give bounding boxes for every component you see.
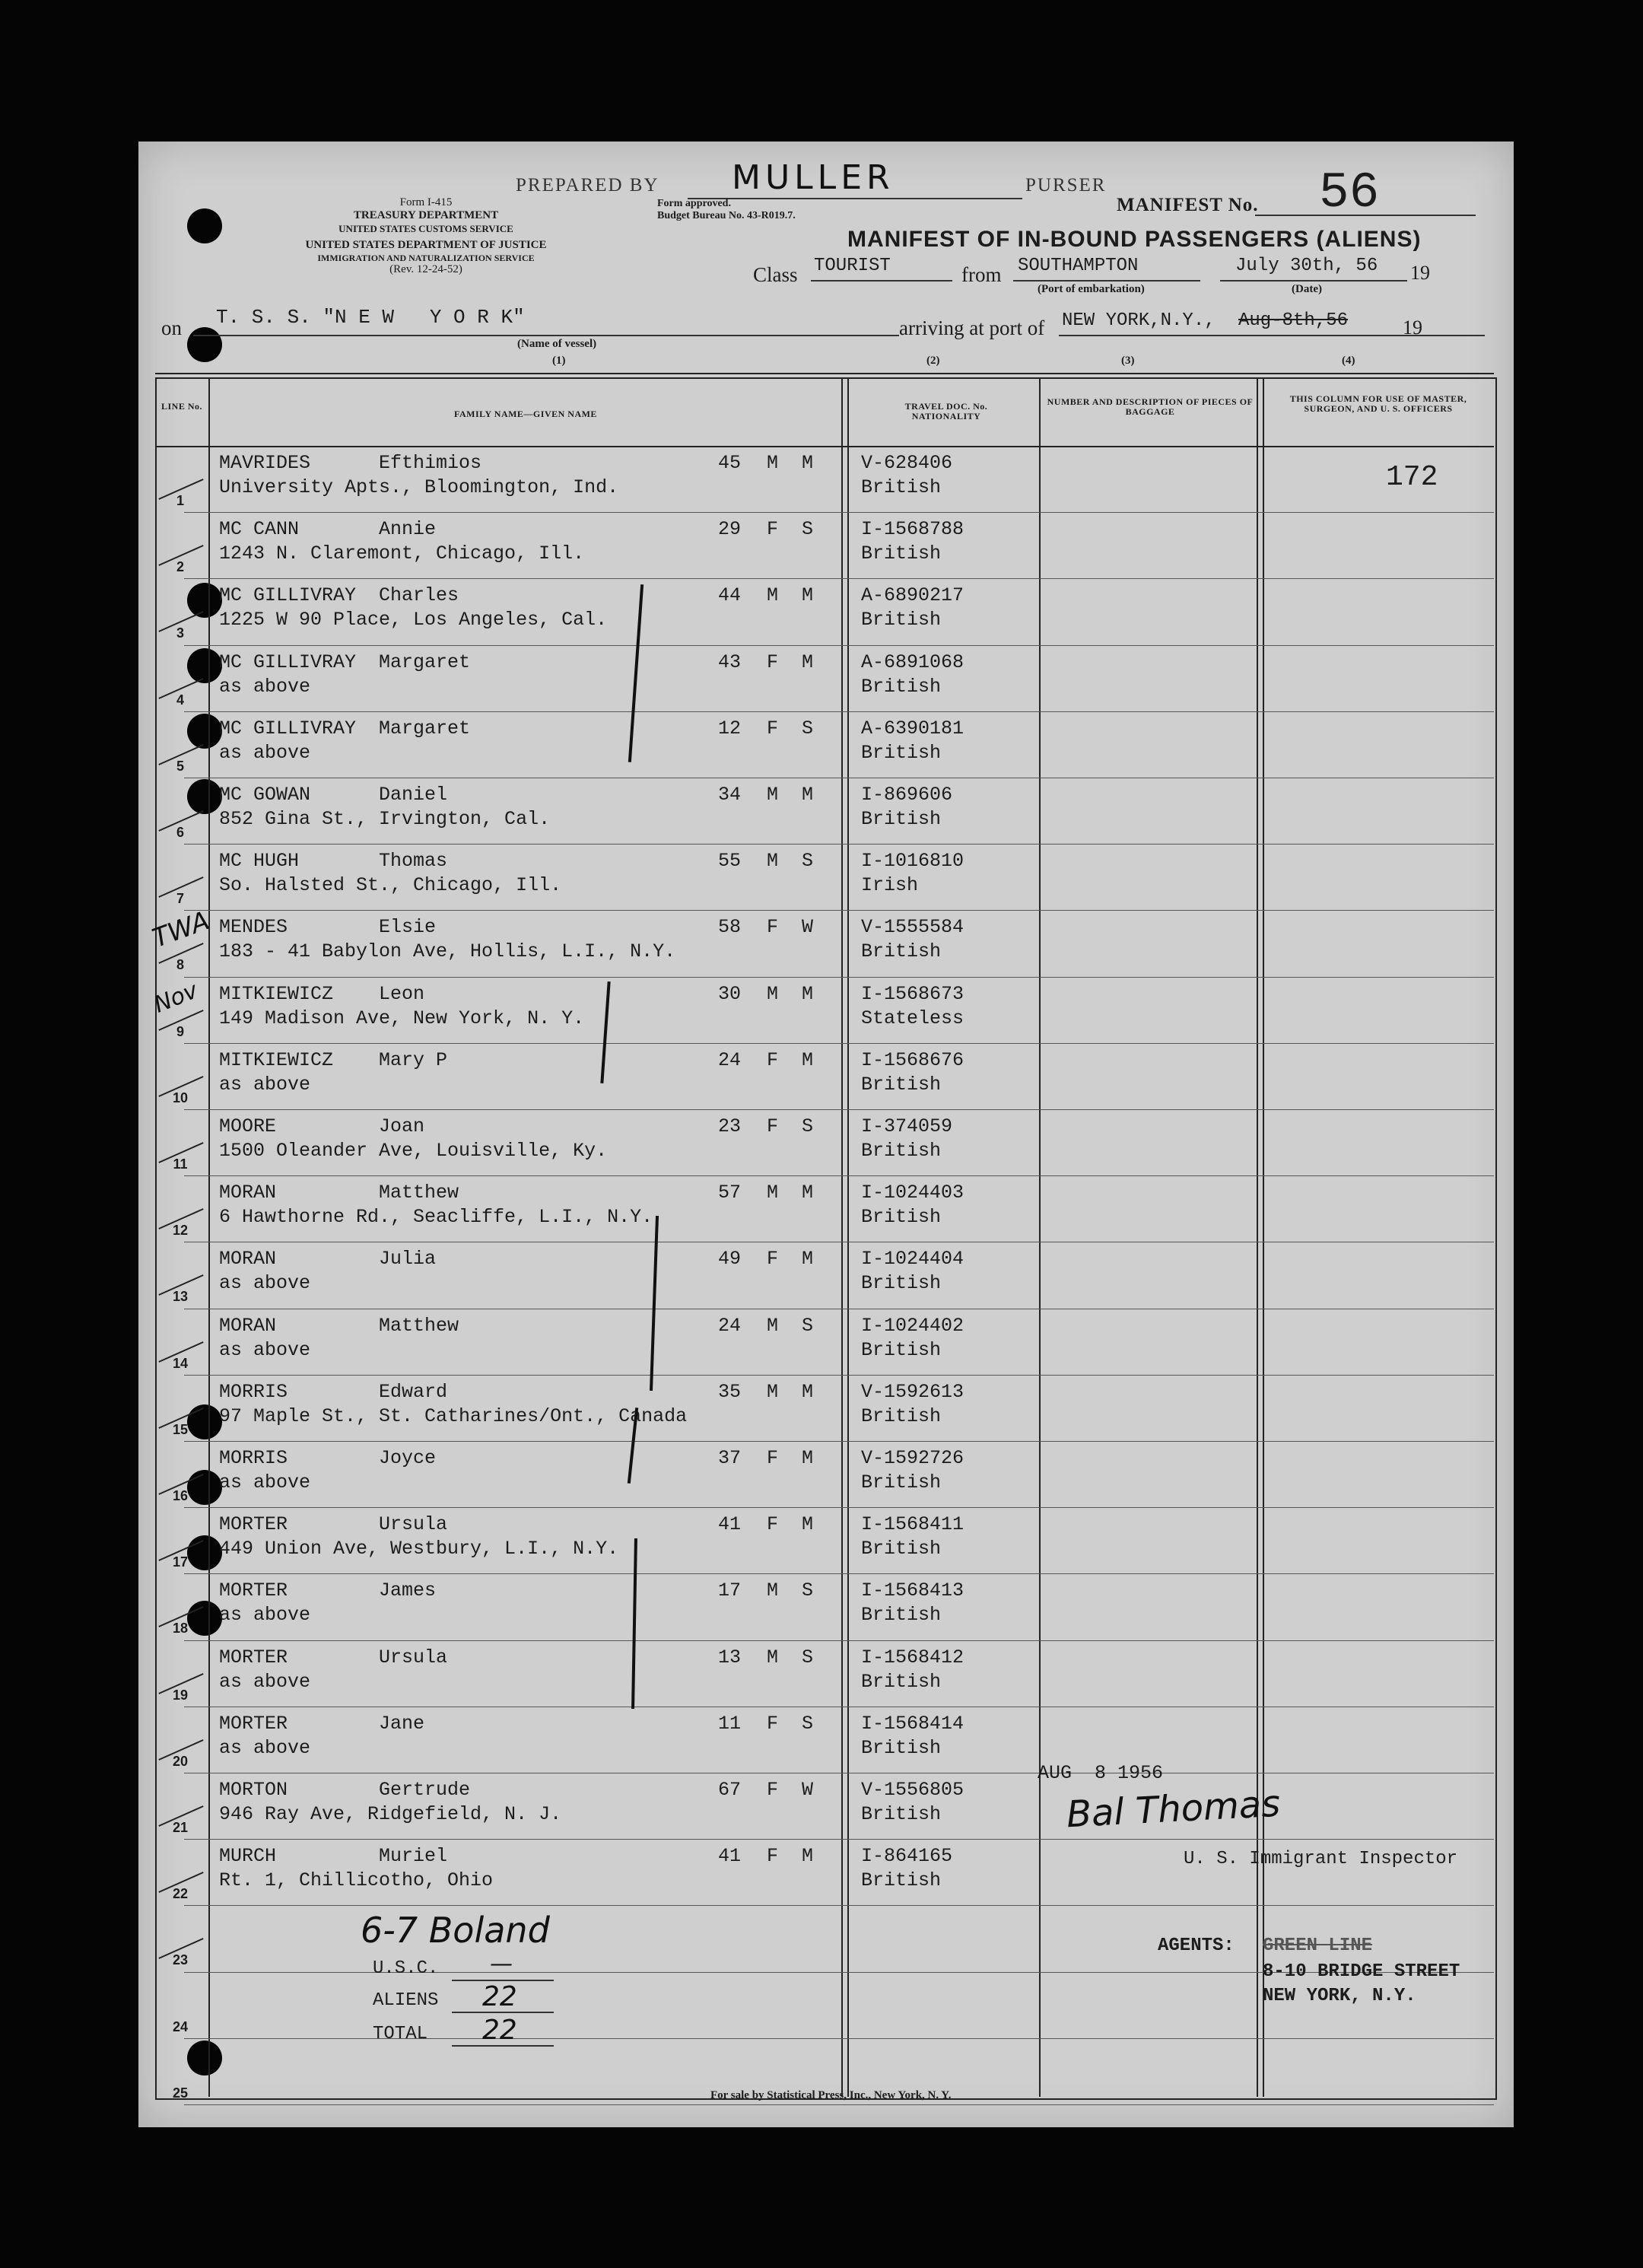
passenger-marital-status: W [802, 1779, 814, 1801]
passenger-address: as above [219, 1670, 311, 1693]
row-rule [184, 2104, 1494, 2105]
travel-doc-number: I-869606 [861, 784, 953, 806]
passenger-given-name: Elsie [379, 916, 437, 939]
passenger-sex: M [767, 584, 779, 607]
line-number: 19 [172, 1687, 189, 1703]
departure-date: July 30th, 56 [1235, 256, 1378, 276]
passenger-age: 12 [718, 717, 742, 740]
passenger-sex: M [767, 1182, 779, 1204]
margin-note-nov: Nov [150, 977, 202, 1019]
from-label: from [961, 263, 1002, 286]
line-number: 7 [176, 891, 184, 907]
purser-label: PURSER [1025, 175, 1107, 196]
manifest-sheet [138, 142, 1514, 2127]
passenger-given-name: Julia [379, 1248, 437, 1271]
travel-doc-number: I-1568414 [861, 1712, 965, 1735]
col-header-officers: THIS COLUMN FOR USE OF MASTER, SURGEON, AND U. S. OFFICERS [1289, 393, 1467, 414]
passenger-address: as above [219, 1272, 311, 1295]
passenger-given-name: Charles [379, 584, 459, 607]
line-number: 5 [176, 758, 184, 774]
line-number: 17 [172, 1554, 189, 1570]
prepared-by-label: PREPARED BY [516, 175, 659, 196]
passenger-family-name: MC CANN [219, 518, 300, 541]
row-rule [184, 977, 1494, 978]
passenger-family-name: MORTER [219, 1513, 288, 1536]
passenger-address: 97 Maple St., St. Catharines/Ont., Canada [219, 1404, 688, 1427]
ins-service: IMMIGRATION AND NATURALIZATION SERVICE [317, 253, 535, 263]
passenger-marital-status: M [802, 1845, 814, 1868]
passenger-table [155, 377, 1497, 2100]
class-line [811, 280, 952, 282]
travel-doc-number: V-628406 [861, 452, 953, 474]
passenger-sex: M [767, 982, 779, 1005]
passenger-nationality: British [861, 1604, 942, 1627]
inspector-title: U. S. Immigrant Inspector [1184, 1849, 1458, 1869]
passenger-address: as above [219, 741, 311, 764]
passenger-address: 946 Ray Ave, Ridgefield, N. J. [219, 1803, 562, 1825]
passenger-age: 13 [718, 1646, 742, 1668]
passenger-marital-status: M [802, 1048, 814, 1071]
passenger-family-name: MC GOWAN [219, 784, 311, 806]
arrival-date: Aug-8th,56 [1238, 310, 1349, 331]
passenger-marital-status: M [802, 982, 814, 1005]
line-number: 18 [172, 1621, 189, 1637]
line-number: 23 [172, 1952, 189, 1968]
arrival-port: NEW YORK,N.Y., [1062, 310, 1216, 331]
passenger-address: 852 Gina St., Irvington, Cal. [219, 808, 551, 830]
from-line [1013, 280, 1200, 282]
usc-value: — [490, 1951, 513, 1977]
passenger-sex: F [767, 1712, 779, 1735]
passenger-address: as above [219, 1604, 311, 1627]
passenger-age: 57 [718, 1182, 742, 1204]
passenger-marital-status: M [802, 452, 814, 474]
passenger-age: 24 [718, 1314, 742, 1337]
passenger-address: 1243 N. Claremont, Chicago, Ill. [219, 542, 585, 565]
passenger-family-name: MORTER [219, 1646, 288, 1668]
passenger-family-name: MORAN [219, 1248, 277, 1271]
passenger-marital-status: M [802, 1380, 814, 1403]
row-rule [184, 512, 1494, 513]
passenger-nationality: British [861, 542, 942, 565]
passenger-family-name: MORTER [219, 1712, 288, 1735]
travel-doc-number: V-1592613 [861, 1380, 965, 1403]
date-caption: (Date) [1292, 283, 1322, 295]
passenger-age: 11 [718, 1712, 742, 1735]
line-number: 9 [176, 1023, 184, 1039]
passenger-address: 449 Union Ave, Westbury, L.I., N.Y. [219, 1538, 619, 1560]
travel-doc-number: I-1568676 [861, 1048, 965, 1071]
passenger-age: 49 [718, 1248, 742, 1271]
travel-doc-number: I-1568412 [861, 1646, 965, 1668]
passenger-age: 29 [718, 518, 742, 541]
passenger-marital-status: S [802, 1712, 814, 1735]
passenger-sex: M [767, 850, 779, 873]
line-number: 12 [172, 1223, 189, 1239]
passenger-nationality: British [861, 675, 942, 698]
summary-handwritten-note: 6-7 Boland [361, 1910, 550, 1951]
passenger-family-name: MC GILLIVRAY [219, 584, 357, 607]
passenger-age: 34 [718, 784, 742, 806]
manifest-form [148, 142, 1494, 2127]
row-rule [184, 1839, 1494, 1840]
passenger-sex: M [767, 452, 779, 474]
inspector-signature: Bal Thomas [1065, 1782, 1282, 1837]
passenger-nationality: British [861, 1803, 942, 1825]
travel-doc-number: A-6891068 [861, 650, 965, 673]
passenger-address: as above [219, 1736, 311, 1759]
travel-doc-number: I-864165 [861, 1845, 953, 1868]
printer-footer: For sale by Statistical Press, Inc., New York, N. Y. [710, 2089, 952, 2101]
class-value: TOURIST [814, 256, 891, 276]
col-header-name: FAMILY NAME—GIVEN NAME [454, 409, 597, 419]
passenger-nationality: British [861, 1869, 942, 1892]
passenger-marital-status: W [802, 916, 814, 939]
passenger-family-name: MORRIS [219, 1380, 288, 1403]
passenger-address: as above [219, 1338, 311, 1361]
inspection-stamp-date: AUG 8 1956 [1038, 1762, 1164, 1784]
total-value: 22 [482, 2015, 517, 2046]
passenger-sex: F [767, 1048, 779, 1071]
date-line [1220, 280, 1407, 282]
line-number: 6 [176, 825, 184, 840]
aliens-value: 22 [482, 1981, 517, 2012]
passenger-given-name: Jane [379, 1712, 425, 1735]
line-number: 24 [172, 2018, 189, 2034]
passenger-marital-status: S [802, 1579, 814, 1602]
passenger-sex: F [767, 1248, 779, 1271]
passenger-nationality: Stateless [861, 1007, 965, 1029]
travel-doc-number: I-1568411 [861, 1513, 965, 1536]
arrival-year-prefix: 19 [1403, 317, 1422, 339]
passenger-family-name: MAVRIDES [219, 452, 311, 474]
travel-doc-number: V-1592726 [861, 1447, 965, 1469]
passenger-marital-status: S [802, 518, 814, 541]
passenger-age: 67 [718, 1779, 742, 1801]
passenger-given-name: Thomas [379, 850, 448, 873]
passenger-nationality: British [861, 808, 942, 830]
passenger-marital-status: M [802, 1248, 814, 1271]
passenger-family-name: MC GILLIVRAY [219, 650, 357, 673]
passenger-address: as above [219, 1471, 311, 1493]
travel-doc-number: I-1024402 [861, 1314, 965, 1337]
travel-doc-number: V-1556805 [861, 1779, 965, 1801]
margin-note-twa: TWA [148, 905, 214, 954]
budget-bureau: Budget Bureau No. 43-R019.7. [657, 210, 796, 221]
passenger-sex: F [767, 1779, 779, 1801]
passenger-sex: F [767, 717, 779, 740]
row-rule [184, 1573, 1494, 1574]
travel-doc-number: I-1568788 [861, 518, 965, 541]
passenger-family-name: MORTON [219, 1779, 288, 1801]
passenger-given-name: Matthew [379, 1314, 459, 1337]
passenger-nationality: British [861, 1538, 942, 1560]
passenger-family-name: MC HUGH [219, 850, 300, 873]
form-approved: Form approved. [657, 198, 731, 209]
row-rule [184, 1507, 1494, 1508]
row-rule [184, 1175, 1494, 1176]
passenger-given-name: James [379, 1579, 437, 1602]
passenger-marital-status: S [802, 1646, 814, 1668]
travel-doc-number: I-1568413 [861, 1579, 965, 1602]
usc-label: U.S.C. [373, 1958, 439, 1979]
passenger-given-name: Joyce [379, 1447, 437, 1469]
form-number: Form I-415 [399, 196, 453, 208]
line-number: 4 [176, 692, 184, 708]
agents-name: GREEN LINE [1263, 1936, 1373, 1956]
passenger-given-name: Edward [379, 1380, 448, 1403]
passenger-address: 149 Madison Ave, New York, N. Y. [219, 1007, 585, 1029]
agents-street: 8-10 BRIDGE STREET [1263, 1961, 1460, 1982]
passenger-sex: M [767, 1380, 779, 1403]
row-rule [184, 1905, 1494, 1906]
passenger-given-name: Daniel [379, 784, 448, 806]
passenger-age: 45 [718, 452, 742, 474]
passenger-age: 58 [718, 916, 742, 939]
passenger-nationality: British [861, 1338, 942, 1361]
class-label: Class [753, 263, 798, 286]
passenger-given-name: Joan [379, 1115, 425, 1137]
arriving-label: arriving at port of [899, 317, 1045, 339]
customs-service: UNITED STATES CUSTOMS SERVICE [338, 223, 513, 234]
justice-dept: UNITED STATES DEPARTMENT OF JUSTICE [305, 239, 547, 251]
row-rule [184, 711, 1494, 712]
passenger-family-name: MURCH [219, 1845, 277, 1868]
passenger-marital-status: M [802, 1513, 814, 1536]
line-number: 13 [172, 1289, 189, 1305]
passenger-age: 17 [718, 1579, 742, 1602]
col-header-doc: TRAVEL DOC. No. NATIONALITY [904, 401, 988, 421]
passenger-marital-status: M [802, 1447, 814, 1469]
line-number: 22 [172, 1886, 189, 1902]
passenger-sex: F [767, 1513, 779, 1536]
row-rule [184, 910, 1494, 911]
travel-doc-number: I-1024403 [861, 1182, 965, 1204]
port-embark-caption: (Port of embarkation) [1038, 283, 1145, 295]
header-rule [155, 446, 1494, 447]
vessel-line [193, 335, 899, 336]
passenger-age: 30 [718, 982, 742, 1005]
row-rule [184, 1109, 1494, 1110]
travel-doc-number: I-374059 [861, 1115, 953, 1137]
passenger-age: 43 [718, 650, 742, 673]
line-number: 14 [172, 1355, 189, 1371]
passenger-family-name: MORAN [219, 1314, 277, 1337]
line-number: 16 [172, 1488, 189, 1503]
prepared-by-line [688, 198, 1022, 199]
row-rule [184, 578, 1494, 579]
line-number: 21 [172, 1820, 189, 1835]
passenger-sex: F [767, 650, 779, 673]
passenger-nationality: British [861, 476, 942, 498]
row-rule [184, 1640, 1494, 1641]
passenger-nationality: British [861, 1670, 942, 1693]
passenger-given-name: Efthimios [379, 452, 482, 474]
n4-caption: (4) [1342, 355, 1355, 367]
from-value: SOUTHAMPTON [1018, 256, 1139, 276]
passenger-age: 55 [718, 850, 742, 873]
line-number: 1 [176, 493, 184, 508]
line-number: 10 [172, 1089, 189, 1105]
line-number: 15 [172, 1421, 189, 1437]
passenger-nationality: British [861, 1404, 942, 1427]
passenger-address: 1500 Oleander Ave, Louisville, Ky. [219, 1140, 608, 1162]
travel-doc-number: I-1016810 [861, 850, 965, 873]
passenger-marital-status: M [802, 584, 814, 607]
agents-label: AGENTS: [1158, 1936, 1235, 1956]
passenger-marital-status: M [802, 1182, 814, 1204]
departure-year-prefix: 19 [1410, 262, 1430, 284]
passenger-marital-status: M [802, 784, 814, 806]
line-number: 3 [176, 625, 184, 641]
n3-caption: (3) [1121, 355, 1135, 367]
passenger-given-name: Muriel [379, 1845, 448, 1868]
passenger-given-name: Gertrude [379, 1779, 471, 1801]
passenger-sex: M [767, 784, 779, 806]
row-rule [184, 844, 1494, 845]
passenger-marital-status: S [802, 717, 814, 740]
passenger-given-name: Annie [379, 518, 437, 541]
manifest-title: MANIFEST OF IN-BOUND PASSENGERS (ALIENS) [847, 227, 1422, 252]
on-label: on [161, 317, 182, 339]
passenger-family-name: MORAN [219, 1182, 277, 1204]
passenger-given-name: Margaret [379, 650, 471, 673]
n1-caption: (1) [552, 355, 566, 367]
total-label: TOTAL [373, 2024, 428, 2044]
passenger-address: So. Halsted St., Chicago, Ill. [219, 874, 562, 897]
passenger-family-name: MC GILLIVRAY [219, 717, 357, 740]
passenger-family-name: MOORE [219, 1115, 277, 1137]
line-number: 25 [172, 2085, 189, 2101]
passenger-address: Rt. 1, Chillicotho, Ohio [219, 1869, 494, 1892]
treasury-dept: TREASURY DEPARTMENT [353, 209, 499, 221]
manifest-number: 56 [1319, 164, 1380, 221]
passenger-age: 24 [718, 1048, 742, 1071]
passenger-address: as above [219, 675, 311, 698]
passenger-nationality: British [861, 1272, 942, 1295]
line-number: 20 [172, 1753, 189, 1769]
passenger-address: University Apts., Bloomington, Ind. [219, 476, 619, 498]
passenger-age: 23 [718, 1115, 742, 1137]
table-top-rule [155, 373, 1494, 374]
passenger-sex: M [767, 1579, 779, 1602]
passenger-age: 37 [718, 1447, 742, 1469]
passenger-sex: F [767, 518, 779, 541]
passenger-given-name: Ursula [379, 1513, 448, 1536]
passenger-given-name: Margaret [379, 717, 471, 740]
passenger-nationality: British [861, 1073, 942, 1096]
row-rule [184, 1375, 1494, 1376]
vessel-name: T. S. S. "N E W Y O R K" [216, 306, 525, 329]
row-rule [184, 645, 1494, 646]
travel-doc-number: V-1555584 [861, 916, 965, 939]
prepared-by-name: MULLER [732, 158, 895, 197]
passenger-marital-status: S [802, 1314, 814, 1337]
passenger-family-name: MENDES [219, 916, 288, 939]
passenger-marital-status: S [802, 850, 814, 873]
col-header-line: LINE No. [160, 401, 202, 412]
row-rule [184, 1441, 1494, 1442]
passenger-age: 41 [718, 1513, 742, 1536]
passenger-family-name: MITKIEWICZ [219, 982, 334, 1005]
passenger-family-name: MORRIS [219, 1447, 288, 1469]
passenger-age: 35 [718, 1380, 742, 1403]
col-header-baggage: NUMBER AND DESCRIPTION OF PIECES OF BAGGAGE [1047, 396, 1254, 417]
passenger-address: 183 - 41 Babylon Ave, Hollis, L.I., N.Y. [219, 940, 676, 963]
agents-city: NEW YORK, N.Y. [1263, 1986, 1416, 2006]
passenger-sex: F [767, 1845, 779, 1868]
passenger-age: 44 [718, 584, 742, 607]
aliens-label: ALIENS [373, 1990, 439, 2011]
line-number: 2 [176, 559, 184, 575]
passenger-nationality: British [861, 741, 942, 764]
row-rule [184, 1043, 1494, 1044]
travel-doc-number: I-1568673 [861, 982, 965, 1005]
passenger-nationality: British [861, 1471, 942, 1493]
passenger-family-name: MITKIEWICZ [219, 1048, 334, 1071]
passenger-address: 6 Hawthorne Rd., Seacliffe, L.I., N.Y. [219, 1206, 653, 1229]
passenger-given-name: Mary P [379, 1048, 448, 1071]
officer-count: 172 [1386, 461, 1438, 494]
passenger-nationality: British [861, 940, 942, 963]
revision: (Rev. 12-24-52) [389, 263, 462, 275]
passenger-marital-status: S [802, 1115, 814, 1137]
passenger-given-name: Ursula [379, 1646, 448, 1668]
travel-doc-number: I-1024404 [861, 1248, 965, 1271]
passenger-sex: F [767, 1115, 779, 1137]
passenger-family-name: MORTER [219, 1579, 288, 1602]
vessel-caption: (Name of vessel) [517, 338, 597, 350]
passenger-sex: M [767, 1314, 779, 1337]
passenger-given-name: Matthew [379, 1182, 459, 1204]
passenger-marital-status: M [802, 650, 814, 673]
passenger-sex: F [767, 1447, 779, 1469]
passenger-nationality: British [861, 1736, 942, 1759]
travel-doc-number: A-6890217 [861, 584, 965, 607]
manifest-label: MANIFEST No. [1117, 195, 1259, 215]
passenger-nationality: Irish [861, 874, 919, 897]
passenger-age: 41 [718, 1845, 742, 1868]
passenger-nationality: British [861, 609, 942, 631]
n2-caption: (2) [926, 355, 940, 367]
line-number: 11 [173, 1156, 188, 1172]
passenger-sex: F [767, 916, 779, 939]
passenger-nationality: British [861, 1140, 942, 1162]
passenger-address: as above [219, 1073, 311, 1096]
passenger-address: 1225 W 90 Place, Los Angeles, Cal. [219, 609, 608, 631]
passenger-sex: M [767, 1646, 779, 1668]
passenger-nationality: British [861, 1206, 942, 1229]
line-number: 8 [176, 957, 184, 973]
travel-doc-number: A-6390181 [861, 717, 965, 740]
passenger-given-name: Leon [379, 982, 425, 1005]
